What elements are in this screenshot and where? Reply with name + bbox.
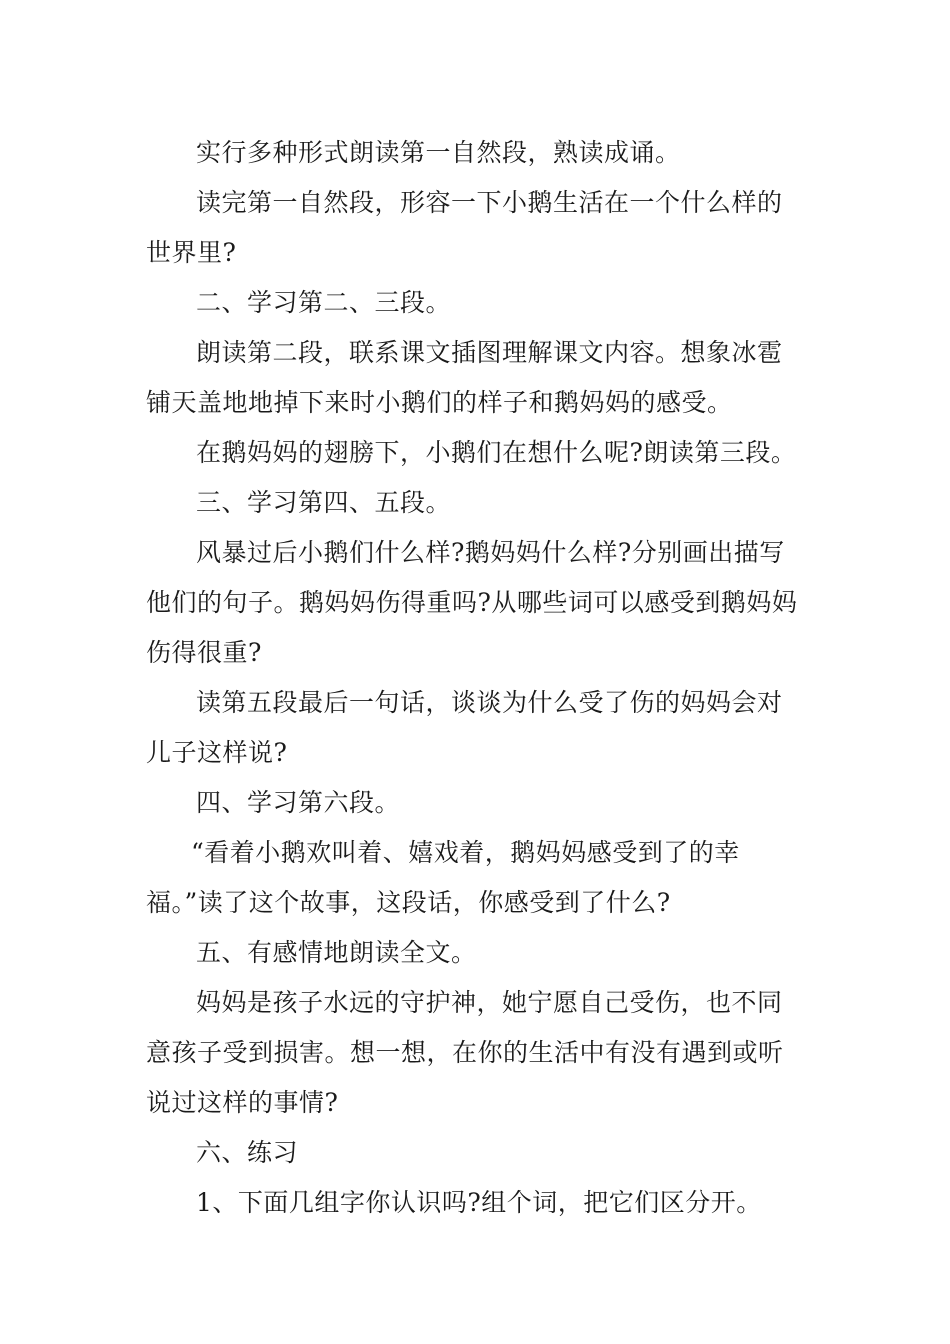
paragraph-exercise-one: 1、下面几组字你认识吗?组个词，把它们区分开。	[196, 1188, 762, 1217]
heading-section-three: 三、学习第四、五段。	[196, 488, 452, 517]
paragraph-after-storm: 风暴过后小鹅们什么样?鹅妈妈什么样?分别画出描写他们的句子。鹅妈妈伤得重吗?从哪些词可以感受到鹅妈妈伤得很重?	[146, 538, 798, 667]
heading-section-four: 四、学习第六段。	[196, 788, 401, 817]
heading-section-five: 五、有感情地朗读全文。	[196, 938, 477, 967]
paragraph-mother-guardian: 妈妈是孩子水远的守护神，她宁愿自己受伤，也不同意孩子受到损害。想一想，在你的生活中有没有遇到或听说过这样的事情?	[146, 988, 784, 1117]
document-body	[146, 128, 806, 1228]
heading-section-two: 二、学习第二、三段。	[196, 288, 452, 317]
paragraph-read-first-section: 实行多种形式朗读第一自然段，熟读成诵。	[196, 138, 681, 167]
paragraph-last-sentence: 读第五段最后一句话，谈谈为什么受了伤的妈妈会对儿子这样说?	[146, 688, 783, 767]
heading-section-six: 六、练习	[196, 1138, 299, 1167]
paragraph-quote-happiness: “看着小鹅欢叫着、嬉戏着，鹅妈妈感受到了的幸福。”读了这个故事，这段话，你感受到了什么?	[146, 838, 740, 917]
paragraph-describe-world: 读完第一自然段，形容一下小鹅生活在一个什么样的世界里?	[146, 188, 783, 267]
paragraph-read-second-section: 朗读第二段，联系课文插图理解课文内容。想象冰雹铺天盖地地掉下来时小鹅们的样子和鹅妈妈的感受。	[146, 338, 783, 417]
paragraph-under-wings: 在鹅妈妈的翅膀下，小鹅们在想什么呢?朗读第三段。	[196, 438, 797, 467]
